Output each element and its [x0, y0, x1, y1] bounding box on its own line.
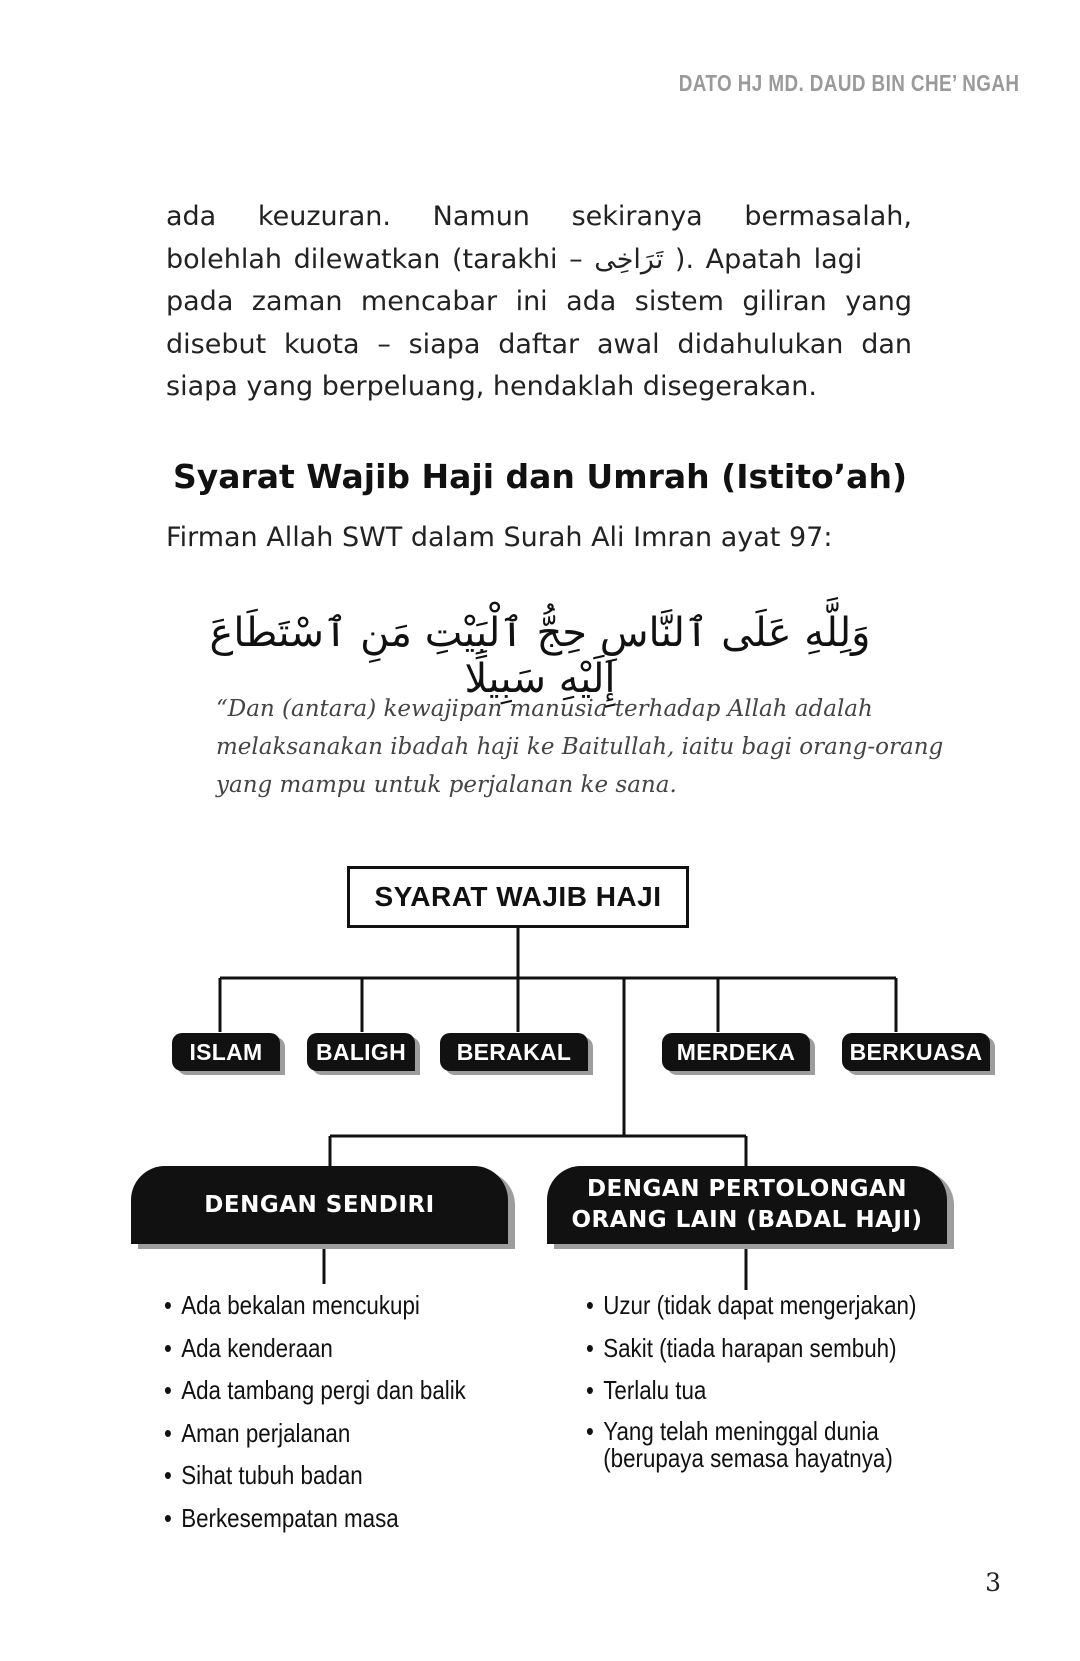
list-item: • Ada tambang pergi dan balik: [164, 1375, 466, 1418]
list-item: • Uzur (tidak dapat mengerjakan): [586, 1290, 916, 1333]
translation-line: melaksanakan ibadah haji ke Baitullah, iaitu bagi orang-orang: [216, 734, 944, 760]
paragraph-line: ada keuzuran. Namun sekiranya bermasalah,: [166, 201, 912, 232]
branch-self: DENGAN SENDIRI: [131, 1166, 508, 1244]
list-item: • Sihat tubuh badan: [164, 1460, 466, 1503]
condition-islam: ISLAM: [172, 1033, 280, 1071]
page-number: 3: [985, 1568, 1001, 1597]
help-conditions-list: [586, 1290, 916, 1472]
condition-berakal: BERAKAL: [440, 1033, 588, 1071]
paragraph-line: disebut kuota – siapa daftar awal didahulukan dan: [166, 328, 912, 360]
list-item: [586, 1415, 916, 1473]
section-intro: Firman Allah SWT dalam Surah Ali Imran ayat 97:: [166, 522, 833, 553]
arabic-term: تَرَاخِى: [594, 243, 664, 275]
section-heading: Syarat Wajib Haji dan Umrah (Istito’ah): [172, 457, 908, 496]
running-header: DATO HJ MD. DAUD BIN CHE’ NGAH: [678, 70, 1019, 96]
list-item: • Aman perjalanan: [164, 1418, 466, 1461]
diagram-root-box: SYARAT WAJIB HAJI: [347, 866, 689, 928]
paragraph-line: siapa yang berpeluang, hendaklah disegerakan.: [166, 371, 817, 402]
branch-help-line: ORANG LAIN (BADAL HAJI): [571, 1207, 923, 1233]
translation-line: “Dan (antara) kewajipan manusia terhadap Allah adalah: [216, 696, 873, 722]
branch-help-label: [571, 1174, 922, 1236]
list-item-line: • Yang telah meninggal dunia: [603, 1415, 879, 1446]
paragraph-text: bolehlah dilewatkan (tarakhi –: [166, 243, 595, 275]
list-item: • Berkesempatan masa: [164, 1503, 466, 1546]
list-item: • Sakit (tiada harapan sembuh): [586, 1333, 916, 1376]
condition-berkuasa: BERKUASA: [842, 1033, 990, 1071]
paragraph-line: pada zaman mencabar ini ada sistem giliran yang: [166, 286, 912, 317]
condition-baligh: BALIGH: [307, 1033, 415, 1071]
list-item: • Ada kenderaan: [164, 1333, 466, 1376]
paragraph-text: ). Apatah lagi: [663, 243, 863, 275]
condition-merdeka: MERDEKA: [662, 1033, 810, 1071]
list-item: • Terlalu tua: [586, 1375, 916, 1418]
branch-help-line: DENGAN PERTOLONGAN: [586, 1176, 908, 1202]
list-item-line: (berupaya semasa hayatnya): [603, 1442, 893, 1473]
self-conditions-list: [164, 1290, 466, 1545]
list-item: • Ada bekalan mencukupi: [164, 1290, 466, 1333]
translation-line: yang mampu untuk perjalanan ke sana.: [216, 772, 677, 798]
quran-verse: وَلِلَّهِ عَلَى ٱلنَّاسِ حِجُّ ٱلْبَيْتِ مَنِ ٱسْتَطَاعَ إِلَيْهِ سَبِيلًا: [209, 610, 871, 702]
branch-help: [547, 1166, 947, 1244]
